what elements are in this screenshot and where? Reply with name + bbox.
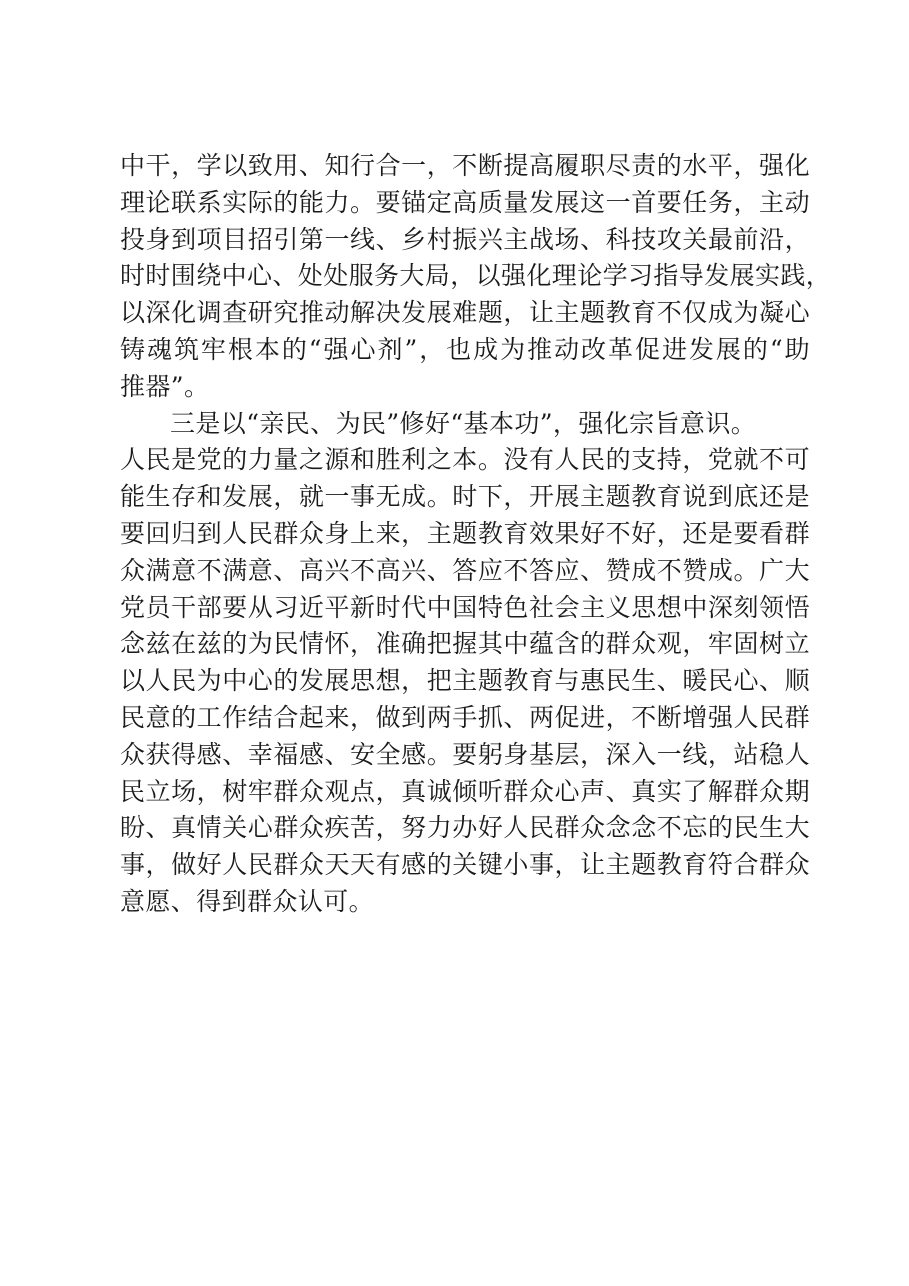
text-line: 意愿、得到群众认可。 bbox=[120, 886, 375, 916]
text-line: 众满意不满意、高兴不高兴、答应不答应、赞成不赞成。广大 bbox=[120, 555, 810, 585]
text-line: 铸魂筑牢根本的“强心剂”，也成为推动改革促进发展的“助 bbox=[120, 334, 810, 364]
text-line: 推器”。 bbox=[120, 371, 210, 401]
paragraph-heading-line: 三是以“亲民、为民”修好“基本功”，强化宗旨意识。 bbox=[170, 408, 757, 438]
text-line: 民立场，树牢群众观点，真诚倾听群众心声、真实了解群众期 bbox=[120, 776, 810, 806]
text-line: 以深化调查研究推动解决发展难题，让主题教育不仅成为凝心 bbox=[120, 298, 810, 328]
text-line: 以人民为中心的发展思想，把主题教育与惠民生、暖民心、顺 bbox=[120, 666, 810, 696]
text-line: 时时围绕中心、处处服务大局，以强化理论学习指导发展实践， bbox=[120, 261, 832, 291]
text-line: 能生存和发展，就一事无成。时下，开展主题教育说到底还是 bbox=[120, 482, 810, 512]
text-line: 投身到项目招引第一线、乡村振兴主战场、科技攻关最前沿， bbox=[120, 224, 810, 254]
text-line: 众获得感、幸福感、安全感。要躬身基层，深入一线，站稳人 bbox=[120, 739, 810, 769]
text-line: 中干，学以致用、知行合一，不断提高履职尽责的水平，强化 bbox=[120, 151, 810, 180]
document-body bbox=[120, 148, 832, 921]
text-line: 党员干部要从习近平新时代中国特色社会主义思想中深刻领悟 bbox=[120, 592, 810, 622]
paragraph-continued bbox=[120, 148, 832, 406]
text-line: 民意的工作结合起来，做到两手抓、两促进，不断增强人民群 bbox=[120, 702, 810, 732]
text-line: 事，做好人民群众天天有感的关键小事，让主题教育符合群众 bbox=[120, 850, 810, 880]
text-line: 人民是党的力量之源和胜利之本。没有人民的支持，党就不可 bbox=[120, 445, 810, 475]
paragraph-three bbox=[120, 406, 810, 921]
text-line: 要回归到人民群众身上来，主题教育效果好不好，还是要看群 bbox=[120, 518, 810, 548]
text-line: 念兹在兹的为民情怀，准确把握其中蕴含的群众观，牢固树立 bbox=[120, 629, 810, 659]
text-line: 盼、真情关心群众疾苦，努力办好人民群众念念不忘的民生大 bbox=[120, 813, 810, 843]
text-line: 理论联系实际的能力。要锚定高质量发展这一首要任务，主动 bbox=[120, 187, 810, 217]
